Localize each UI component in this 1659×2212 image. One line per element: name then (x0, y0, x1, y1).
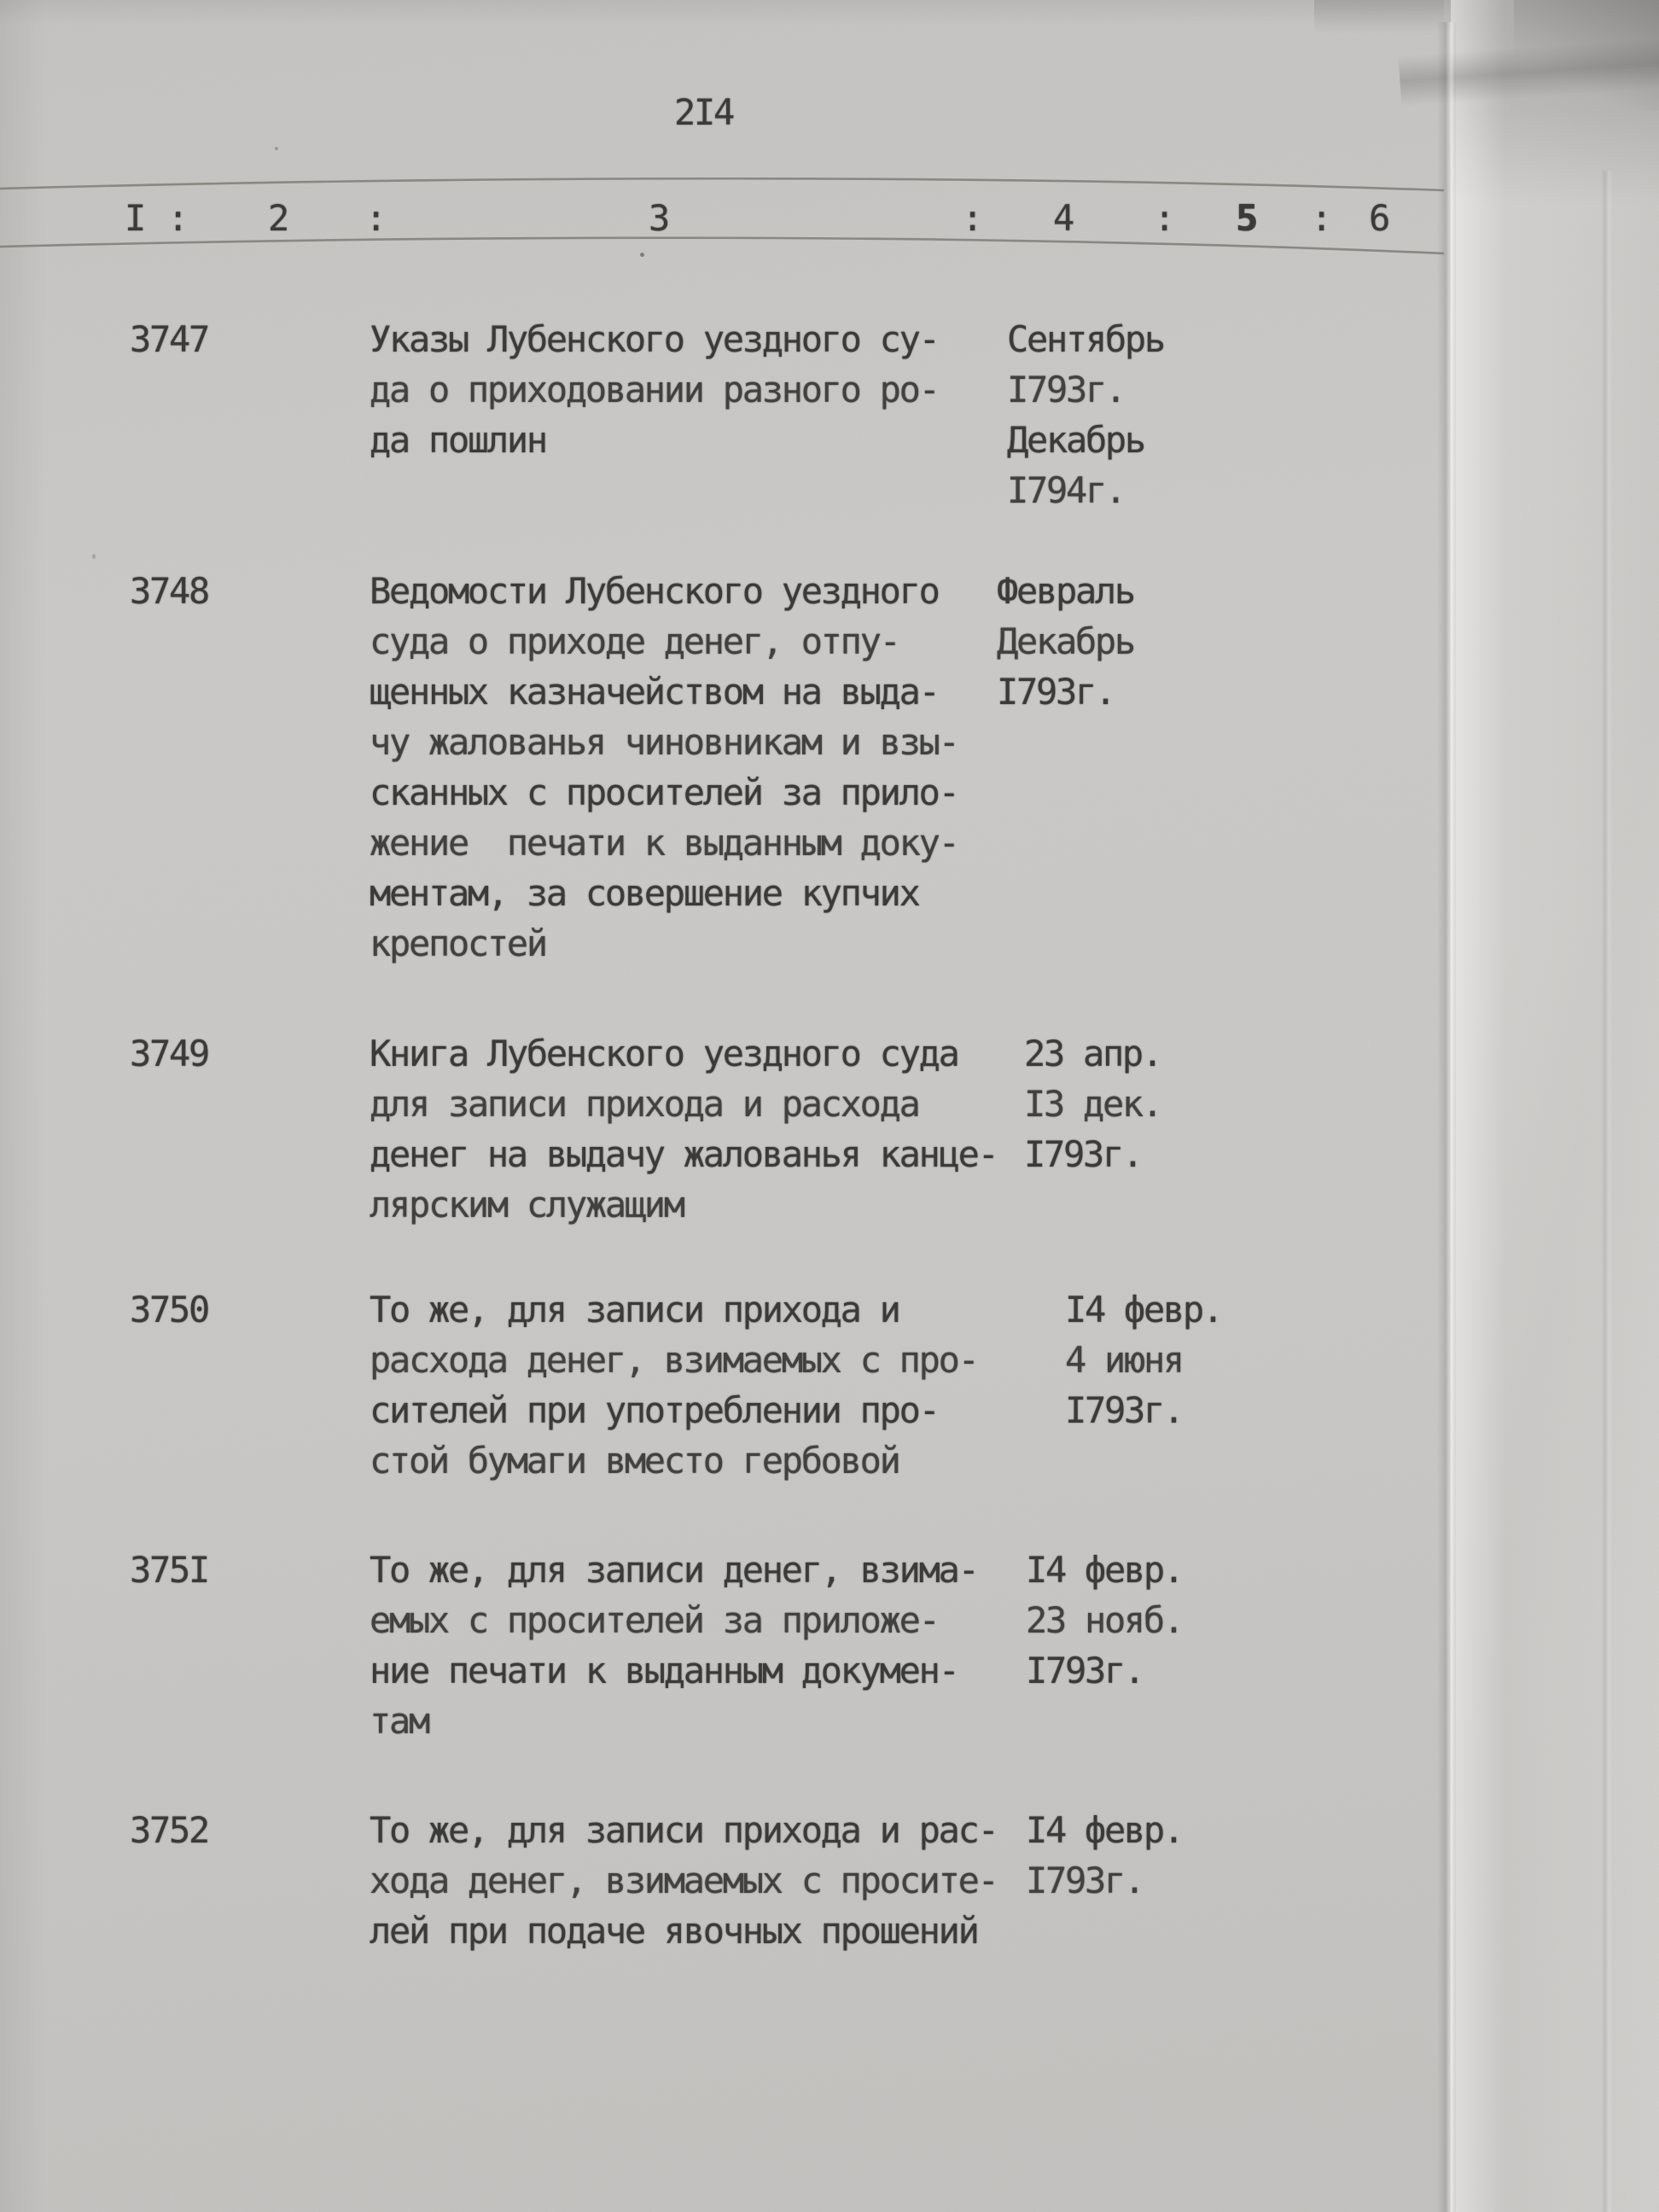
description-line: стой бумаги вместо гербовой (370, 1440, 899, 1481)
rule-line-top (0, 178, 1444, 190)
description-line: расхода денег, взимаемых с про- (370, 1339, 978, 1381)
entry-dates (1026, 1805, 1183, 1906)
date-line: I4 февр. (1065, 1289, 1222, 1330)
entry-dates (1065, 1284, 1222, 1435)
entry-number: 3749 (130, 1033, 208, 1074)
entry-number: 3748 (130, 570, 208, 612)
top-edge-shadow (0, 0, 1444, 26)
description-line: Указы Лубенского уездного су- (370, 318, 939, 360)
description-line: да пошлин (370, 419, 546, 461)
column-header-number: 6 (1369, 197, 1388, 239)
description-line: сителей при употреблении про- (370, 1389, 939, 1431)
entry-description (370, 1545, 978, 1746)
description-line: щенных казначейством на выда- (370, 671, 939, 713)
description-line: денег на выдачу жалованья канце- (370, 1133, 998, 1175)
underlying-page-crease-highlight (1451, 0, 1505, 2212)
description-line: крепостей (370, 923, 546, 964)
entry-description (370, 1284, 978, 1486)
date-line: I3 дек. (1024, 1083, 1161, 1125)
description-line: суда о приходе денег, отпу- (370, 620, 899, 662)
date-line: Декабрь (1007, 419, 1144, 461)
top-right-corner-shadow (1514, 0, 1659, 111)
underlying-page-vertical-crease (1601, 171, 1613, 2212)
date-line: I793г. (1026, 1860, 1144, 1901)
date-line: Декабрь (997, 620, 1134, 662)
description-line: да о приходовании разного ро- (370, 369, 939, 410)
date-line: I793г. (1007, 369, 1125, 410)
description-line: там (370, 1700, 428, 1742)
date-line: I4 февр. (1026, 1809, 1183, 1851)
description-line: для записи прихода и расхода (370, 1083, 919, 1125)
description-line: чу жалованья чиновникам и взы- (370, 721, 958, 763)
column-header-number: 3 (649, 197, 668, 239)
description-line: сканных с просителей за прило- (370, 771, 958, 813)
left-edge-shadow (0, 0, 46, 2212)
paper-speck (92, 554, 96, 559)
description-line: То же, для записи денег, взима- (370, 1549, 978, 1591)
description-line: Ведомости Лубенского уездного (370, 570, 939, 612)
date-line: I793г. (1024, 1133, 1142, 1175)
paper-speck (275, 147, 278, 150)
description-line: То же, для записи прихода и (370, 1289, 899, 1330)
description-line: ментам, за совершение купчих (370, 872, 919, 914)
column-header-separator: : (365, 197, 385, 239)
date-line: I4 февр. (1026, 1549, 1183, 1591)
column-header-separator: : (1154, 197, 1173, 239)
entry-dates (1026, 1545, 1183, 1696)
entry-number: 375I (130, 1549, 208, 1591)
description-line: лей при подаче явочных прошений (370, 1910, 978, 1952)
column-header-number: 4 (1053, 197, 1073, 239)
description-line: Книга Лубенского уездного суда (370, 1033, 958, 1074)
entry-description (370, 314, 939, 465)
date-line: Февраль (997, 570, 1134, 612)
date-line: I794г. (1007, 469, 1125, 511)
column-header-separator: : (962, 197, 981, 239)
entry-dates (1007, 314, 1164, 515)
underlying-page (1451, 0, 1659, 2212)
column-header-number: 2 (268, 197, 288, 239)
column-header-separator: : (1311, 197, 1330, 239)
ruled-lines (0, 0, 1659, 358)
description-line: ние печати к выданным докумен- (370, 1650, 958, 1691)
paper-speck (640, 253, 644, 257)
date-line: 23 апр. (1024, 1033, 1161, 1074)
entry-number: 3752 (130, 1809, 208, 1851)
column-header-separator: : (167, 197, 187, 239)
description-line: емых с просителей за приложе- (370, 1599, 939, 1641)
date-line: 23 нояб. (1026, 1599, 1183, 1641)
entry-number: 3750 (130, 1289, 208, 1330)
date-line: Сентябрь (1007, 318, 1164, 360)
date-line: I793г. (997, 671, 1115, 713)
page-edge (1437, 22, 1456, 2212)
date-line: I793г. (1026, 1650, 1144, 1691)
column-header-number: I (125, 197, 144, 239)
page-number: 2I4 (674, 91, 733, 133)
entry-description (370, 1028, 998, 1230)
description-line: То же, для записи прихода и рас- (370, 1809, 998, 1851)
entry-description (370, 566, 958, 969)
description-line: лярским служащим (370, 1184, 684, 1225)
description-line: хода денег, взимаемых с просите- (370, 1860, 998, 1901)
entry-number: 3747 (130, 318, 208, 360)
entry-dates (1024, 1028, 1161, 1179)
rule-line-bottom (0, 238, 1444, 253)
description-line: жение печати к выданным доку- (370, 822, 958, 864)
date-line: I793г. (1065, 1389, 1183, 1431)
entry-dates (997, 566, 1134, 717)
entry-description (370, 1805, 998, 1956)
column-header-number: 5 (1236, 197, 1255, 239)
date-line: 4 июня (1065, 1339, 1183, 1381)
